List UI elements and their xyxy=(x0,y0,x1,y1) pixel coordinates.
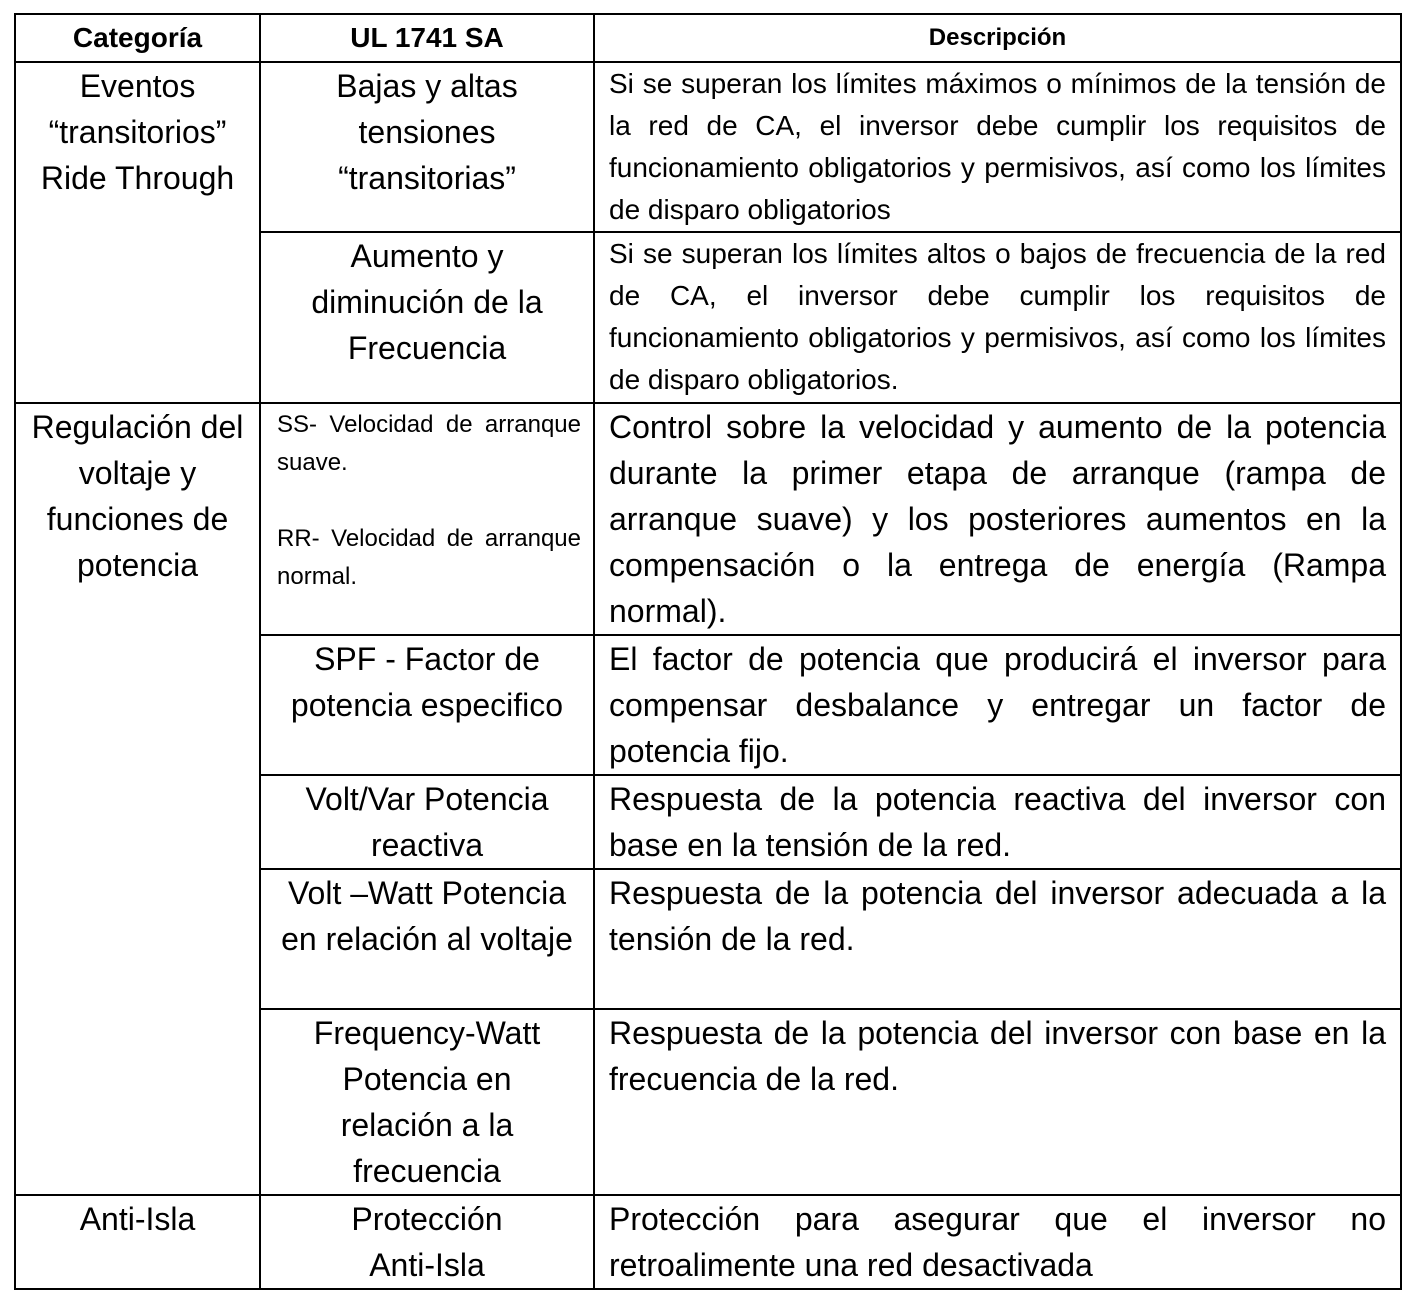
table-row xyxy=(15,1195,1401,1289)
ul-rr-text: RR- Velocidad de arranque normal. xyxy=(277,525,581,590)
category-cell: Eventos “transitorios” Ride Through xyxy=(15,62,260,403)
ul-cell: Volt/Var Potencia reactiva xyxy=(260,775,594,869)
description-cell: Si se superan los límites altos o bajos de frecuencia de la red de CA, el inversor debe cumplir los requisitos de funcionamiento obligatorios y permisivos, así como los límites de disparo obligatorios. xyxy=(594,232,1401,403)
header-categoria: Categoría xyxy=(15,14,260,62)
description-cell: Respuesta de la potencia del inversor con base en la frecuencia de la red. xyxy=(594,1009,1401,1195)
ul1741-table xyxy=(14,13,1413,1290)
description-cell: El factor de potencia que producirá el inversor para compensar desbalance y entregar un factor de potencia fijo. xyxy=(594,635,1401,775)
header-descripcion: Descripción xyxy=(594,14,1401,62)
ul-cell: Aumento y diminución de la Frecuencia xyxy=(260,232,594,403)
header-row xyxy=(15,14,1401,62)
category-cell: Anti-Isla xyxy=(15,1195,260,1289)
description-cell: Respuesta de la potencia reactiva del inversor con base en la tensión de la red. xyxy=(594,775,1401,869)
ul-cell: Frequency-Watt Potencia en relación a la frecuencia xyxy=(260,1009,594,1195)
ul-cell: SPF - Factor de potencia especifico xyxy=(260,635,594,775)
ul-cell: Protección Anti-Isla xyxy=(260,1195,594,1289)
ul-cell: Bajas y altas tensiones “transitorias” xyxy=(260,62,594,232)
category-cell: Regulación del voltaje y funciones de potencia xyxy=(15,403,260,1195)
header-ul: UL 1741 SA xyxy=(260,14,594,62)
spacer xyxy=(277,482,581,520)
description-cell: Control sobre la velocidad y aumento de la potencia durante la primer etapa de arranque (rampa de arranque suave) y los posteriores aumentos en la compensación o la entrega de energía (Rampa normal). xyxy=(594,403,1401,635)
table-row xyxy=(15,62,1401,232)
description-cell: Respuesta de la potencia del inversor adecuada a la tensión de la red. xyxy=(594,869,1401,1009)
ul-cell: Volt –Watt Potencia en relación al voltaje xyxy=(260,869,594,1009)
ul-cell xyxy=(260,403,594,635)
description-cell: Protección para asegurar que el inversor no retroalimente una red desactivada xyxy=(594,1195,1401,1289)
ul-ss-text: SS- Velocidad de arranque suave. xyxy=(277,411,581,476)
description-cell: Si se superan los límites máximos o mínimos de la tensión de la red de CA, el inversor debe cumplir los requisitos de funcionamiento obligatorios y permisivos, así como los límites de disparo obligatorios xyxy=(594,62,1401,232)
table-row xyxy=(15,403,1401,635)
